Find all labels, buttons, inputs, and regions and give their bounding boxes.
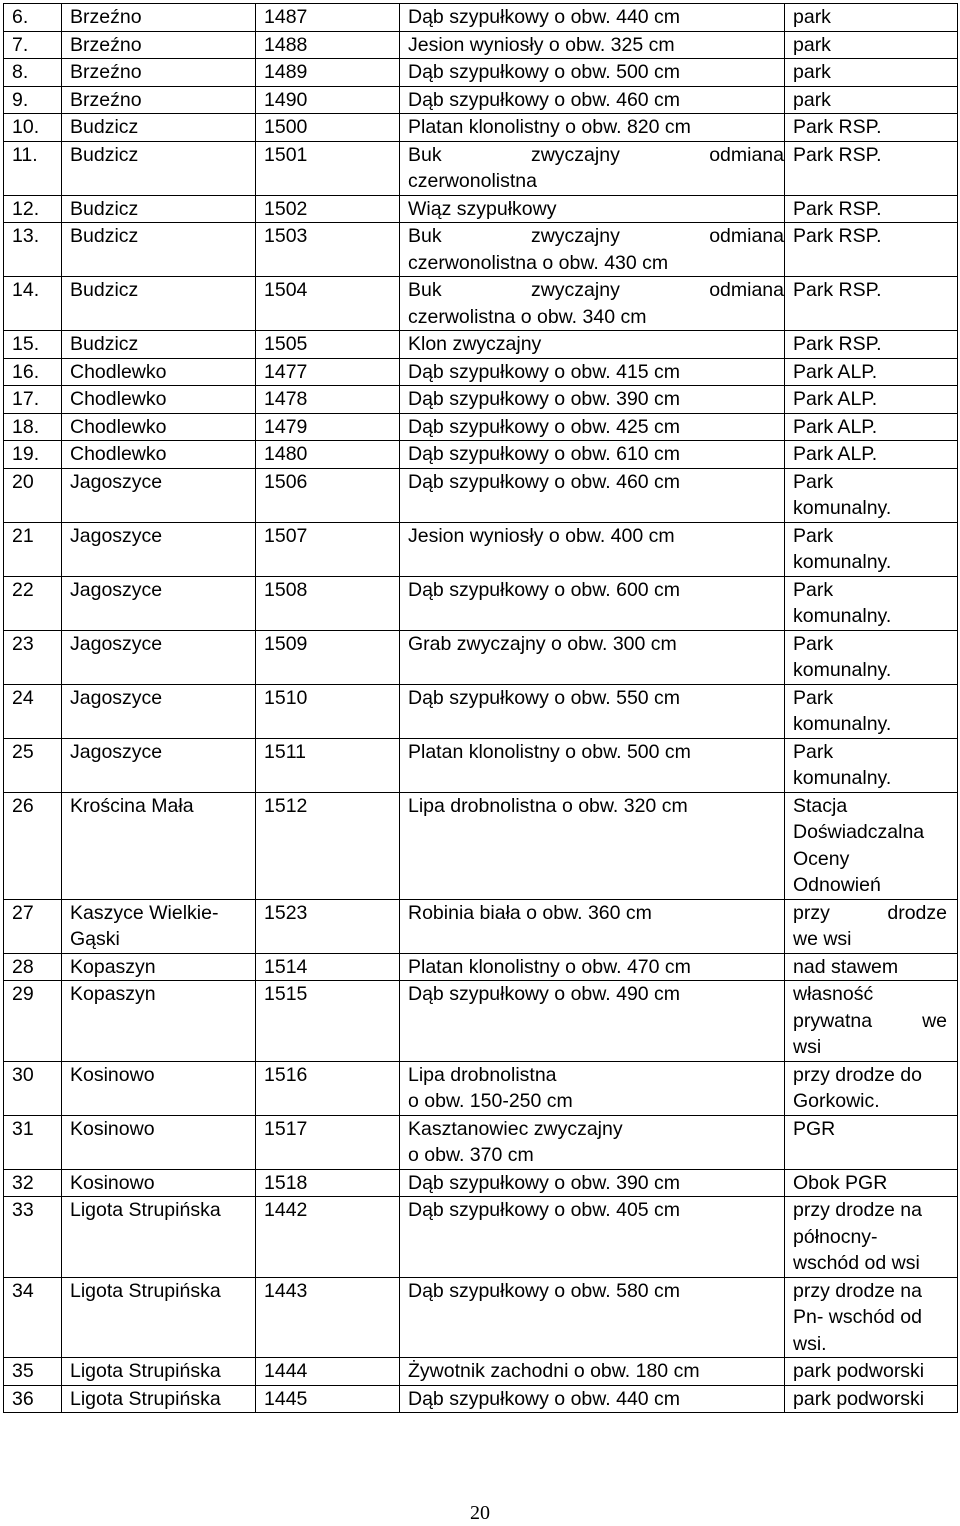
- place-cell: Budzicz: [62, 141, 256, 195]
- tree-description-line: Platan klonolistny o obw. 470 cm: [408, 955, 691, 978]
- tree-description-line: Dąb szypułkowy o obw. 610 cm: [408, 443, 681, 465]
- place-cell: Ligota Strupińska: [62, 1277, 256, 1358]
- location-cell: [785, 59, 958, 87]
- row-number: 11.: [4, 141, 62, 195]
- register-number-cell: 1516: [256, 1061, 400, 1115]
- register-number-cell: 1487: [256, 4, 400, 32]
- place-cell: Jagoszyce: [62, 738, 256, 792]
- place-cell: Brzeźno: [62, 86, 256, 114]
- location-line: PGR: [793, 1117, 836, 1140]
- location-line: Park RSP.: [793, 225, 882, 247]
- tree-description-line: Grab zwyczajny o obw. 300 cm: [408, 632, 677, 655]
- table-row: [4, 522, 958, 576]
- tree-description-cell: [400, 738, 785, 792]
- tree-description-line: Kasztanowiec zwyczajny: [408, 1117, 623, 1140]
- table-row: [4, 576, 958, 630]
- row-number: 34: [4, 1277, 62, 1358]
- tree-description-line: Dąb szypułkowy o obw. 600 cm: [408, 578, 681, 601]
- location-cell: [785, 981, 958, 1062]
- location-line: Park ALP.: [793, 360, 878, 383]
- tree-description-cell: [400, 1197, 785, 1278]
- register-number-cell: 1502: [256, 195, 400, 223]
- table-row: [4, 1061, 958, 1115]
- location-line: wschód od wsi: [793, 1252, 920, 1274]
- location-line: Doświadczalna: [793, 821, 925, 843]
- row-number: 31: [4, 1115, 62, 1169]
- row-number: 16.: [4, 358, 62, 386]
- table-row: [4, 31, 958, 59]
- register-number-cell: 1480: [256, 441, 400, 469]
- tree-description-line: czerwonolistna o obw. 430 cm: [408, 251, 669, 274]
- row-number: 19.: [4, 441, 62, 469]
- tree-description-line: Dąb szypułkowy o obw. 550 cm: [408, 686, 681, 709]
- location-cell: [785, 1115, 958, 1169]
- register-number-cell: 1443: [256, 1277, 400, 1358]
- table-row: [4, 1115, 958, 1169]
- table-row: [4, 277, 958, 331]
- location-line: park: [793, 33, 831, 56]
- location-line: Park RSP.: [793, 333, 882, 355]
- row-number: 36: [4, 1385, 62, 1413]
- location-cell: [785, 277, 958, 331]
- location-line: wsi: [793, 1036, 822, 1058]
- table-row: [4, 331, 958, 359]
- location-line: Park RSP.: [793, 197, 882, 220]
- location-cell: [785, 953, 958, 981]
- table-row: [4, 114, 958, 142]
- location-line: Park ALP.: [793, 443, 878, 465]
- tree-description-cell: [400, 522, 785, 576]
- register-number-cell: 1512: [256, 792, 400, 899]
- tree-description-line: Buk zwyczajny odmiana: [408, 279, 784, 301]
- place-cell: Kosinowo: [62, 1061, 256, 1115]
- location-line: komunalny.: [793, 605, 892, 627]
- place-cell: Jagoszyce: [62, 576, 256, 630]
- table-row: [4, 1385, 958, 1413]
- row-number: 21: [4, 522, 62, 576]
- row-number: 35: [4, 1358, 62, 1386]
- location-cell: [785, 441, 958, 469]
- place-cell: Brzeźno: [62, 31, 256, 59]
- location-line: przy drodze na: [793, 1199, 922, 1221]
- location-line: Odnowień: [793, 874, 881, 896]
- table-row: [4, 1169, 958, 1197]
- register-number-cell: 1500: [256, 114, 400, 142]
- place-cell: Ligota Strupińska: [62, 1197, 256, 1278]
- location-line: przy drodze na: [793, 1279, 922, 1302]
- place-cell: Chodlewko: [62, 386, 256, 414]
- register-number-cell: 1488: [256, 31, 400, 59]
- location-line: Park: [793, 686, 834, 709]
- tree-description-line: Dąb szypułkowy o obw. 460 cm: [408, 88, 681, 111]
- register-number-cell: 1509: [256, 630, 400, 684]
- location-cell: [785, 899, 958, 953]
- place-cell: Ligota Strupińska: [62, 1358, 256, 1386]
- location-cell: [785, 141, 958, 195]
- tree-description-cell: [400, 1169, 785, 1197]
- location-line: Park: [793, 740, 834, 763]
- row-number: 10.: [4, 114, 62, 142]
- tree-description-cell: [400, 277, 785, 331]
- location-line: park podworski: [793, 1387, 925, 1410]
- table-row: [4, 86, 958, 114]
- tree-description-line: Platan klonolistny o obw. 500 cm: [408, 740, 691, 763]
- location-line: Park RSP.: [793, 116, 882, 138]
- tree-description-line: Żywotnik zachodni o obw. 180 cm: [408, 1360, 700, 1382]
- register-number-cell: 1503: [256, 223, 400, 277]
- table-row: [4, 953, 958, 981]
- register-number-cell: 1505: [256, 331, 400, 359]
- tree-description-line: Dąb szypułkowy o obw. 580 cm: [408, 1279, 681, 1302]
- tree-description-cell: [400, 114, 785, 142]
- tree-description-cell: [400, 1358, 785, 1386]
- location-cell: [785, 1385, 958, 1413]
- tree-description-cell: [400, 31, 785, 59]
- location-line: własność: [793, 983, 874, 1005]
- row-number: 9.: [4, 86, 62, 114]
- place-cell: Jagoszyce: [62, 468, 256, 522]
- tree-description-cell: [400, 441, 785, 469]
- row-number: 30: [4, 1061, 62, 1115]
- location-line: wsi.: [793, 1332, 827, 1355]
- place-cell: Jagoszyce: [62, 522, 256, 576]
- table-row: [4, 195, 958, 223]
- register-number-cell: 1489: [256, 59, 400, 87]
- location-line: komunalny.: [793, 497, 892, 519]
- row-number: 18.: [4, 413, 62, 441]
- place-cell: Chodlewko: [62, 358, 256, 386]
- tree-description-line: czerwolistna o obw. 340 cm: [408, 305, 647, 328]
- place-cell: Kaszyce Wielkie-Gąski: [62, 899, 256, 953]
- register-number-cell: 1501: [256, 141, 400, 195]
- place-cell: Brzeźno: [62, 59, 256, 87]
- location-cell: [785, 1197, 958, 1278]
- place-cell: Budzicz: [62, 195, 256, 223]
- location-line: przy drodze: [793, 901, 947, 924]
- table-row: [4, 684, 958, 738]
- register-number-cell: 1490: [256, 86, 400, 114]
- tree-description-line: Dąb szypułkowy o obw. 415 cm: [408, 360, 681, 383]
- row-number: 22: [4, 576, 62, 630]
- row-number: 15.: [4, 331, 62, 359]
- location-cell: [785, 331, 958, 359]
- table-row: [4, 1277, 958, 1358]
- register-number-cell: 1523: [256, 899, 400, 953]
- tree-description-line: Robinia biała o obw. 360 cm: [408, 901, 652, 924]
- location-line: nad stawem: [793, 955, 899, 978]
- table-row: [4, 358, 958, 386]
- row-number: 32: [4, 1169, 62, 1197]
- tree-description-cell: [400, 358, 785, 386]
- register-number-cell: 1504: [256, 277, 400, 331]
- tree-description-line: Buk zwyczajny odmiana: [408, 225, 784, 247]
- place-cell: Kosinowo: [62, 1169, 256, 1197]
- register-number-cell: 1479: [256, 413, 400, 441]
- row-number: 13.: [4, 223, 62, 277]
- location-cell: [785, 114, 958, 142]
- register-number-cell: 1514: [256, 953, 400, 981]
- register-number-cell: 1442: [256, 1197, 400, 1278]
- location-line: Obok PGR: [793, 1171, 888, 1194]
- register-number-cell: 1515: [256, 981, 400, 1062]
- tree-description-cell: [400, 413, 785, 441]
- place-cell: Ligota Strupińska: [62, 1385, 256, 1413]
- tree-description-line: Dąb szypułkowy o obw. 440 cm: [408, 1387, 681, 1410]
- tree-description-cell: [400, 1385, 785, 1413]
- location-cell: [785, 1277, 958, 1358]
- row-number: 7.: [4, 31, 62, 59]
- location-line: przy drodze do: [793, 1063, 922, 1086]
- location-line: Park ALP.: [793, 415, 878, 438]
- row-number: 25: [4, 738, 62, 792]
- place-cell: Budzicz: [62, 114, 256, 142]
- row-number: 23: [4, 630, 62, 684]
- table-row: [4, 441, 958, 469]
- location-line: park: [793, 61, 831, 83]
- table-row: [4, 59, 958, 87]
- tree-description-cell: [400, 953, 785, 981]
- location-cell: [785, 576, 958, 630]
- table-row: [4, 981, 958, 1062]
- location-line: komunalny.: [793, 551, 892, 573]
- register-number-cell: 1477: [256, 358, 400, 386]
- location-cell: [785, 195, 958, 223]
- location-line: Park RSP.: [793, 279, 882, 301]
- table-row: [4, 738, 958, 792]
- row-number: 28: [4, 953, 62, 981]
- location-cell: [785, 738, 958, 792]
- row-number: 33: [4, 1197, 62, 1278]
- location-line: Park: [793, 470, 834, 493]
- place-cell: Kopaszyn: [62, 953, 256, 981]
- location-cell: [785, 1169, 958, 1197]
- tree-description-cell: [400, 1115, 785, 1169]
- place-cell: Brzeźno: [62, 4, 256, 32]
- table-row: [4, 792, 958, 899]
- row-number: 24: [4, 684, 62, 738]
- tree-description-cell: [400, 195, 785, 223]
- register-number-cell: 1478: [256, 386, 400, 414]
- location-cell: [785, 1358, 958, 1386]
- page-number: 20: [470, 1502, 490, 1524]
- row-number: 14.: [4, 277, 62, 331]
- table-row: [4, 223, 958, 277]
- location-cell: [785, 31, 958, 59]
- tree-description-cell: [400, 899, 785, 953]
- location-cell: [785, 386, 958, 414]
- location-cell: [785, 630, 958, 684]
- register-number-cell: 1510: [256, 684, 400, 738]
- row-number: 6.: [4, 4, 62, 32]
- location-cell: [785, 1061, 958, 1115]
- tree-description-line: Dąb szypułkowy o obw. 390 cm: [408, 1171, 681, 1194]
- tree-description-cell: [400, 981, 785, 1062]
- tree-description-cell: [400, 86, 785, 114]
- place-cell: Budzicz: [62, 223, 256, 277]
- tree-description-line: Platan klonolistny o obw. 820 cm: [408, 116, 691, 138]
- table-row: [4, 413, 958, 441]
- tree-description-cell: [400, 792, 785, 899]
- table-row: [4, 4, 958, 32]
- place-cell: Jagoszyce: [62, 684, 256, 738]
- place-cell: Budzicz: [62, 277, 256, 331]
- place-cell: Jagoszyce: [62, 630, 256, 684]
- tree-description-line: o obw. 150-250 cm: [408, 1090, 573, 1112]
- table-row: [4, 141, 958, 195]
- tree-description-line: Jesion wyniosły o obw. 400 cm: [408, 524, 675, 547]
- location-line: Stacja: [793, 794, 848, 817]
- tree-description-line: Dąb szypułkowy o obw. 500 cm: [408, 61, 681, 83]
- location-line: północny-: [793, 1225, 878, 1248]
- location-cell: [785, 413, 958, 441]
- table-row: [4, 468, 958, 522]
- location-line: Park: [793, 578, 834, 601]
- location-cell: [785, 792, 958, 899]
- tree-description-cell: [400, 1277, 785, 1358]
- location-cell: [785, 86, 958, 114]
- tree-description-cell: [400, 141, 785, 195]
- tree-description-cell: [400, 576, 785, 630]
- tree-description-cell: [400, 684, 785, 738]
- tree-description-line: Lipa drobnolistna o obw. 320 cm: [408, 794, 688, 817]
- tree-description-line: Dąb szypułkowy o obw. 390 cm: [408, 388, 681, 410]
- tree-description-line: Jesion wyniosły o obw. 325 cm: [408, 33, 675, 56]
- location-cell: [785, 468, 958, 522]
- tree-description-cell: [400, 4, 785, 32]
- location-line: Park: [793, 524, 834, 547]
- tree-description-cell: [400, 630, 785, 684]
- tree-description-cell: [400, 223, 785, 277]
- location-line: Park RSP.: [793, 143, 882, 166]
- tree-description-cell: [400, 1061, 785, 1115]
- table-body: [4, 4, 958, 1413]
- table-row: [4, 1197, 958, 1278]
- register-number-cell: 1507: [256, 522, 400, 576]
- row-number: 29: [4, 981, 62, 1062]
- tree-description-line: Dąb szypułkowy o obw. 440 cm: [408, 6, 681, 28]
- location-cell: [785, 522, 958, 576]
- table-row: [4, 386, 958, 414]
- location-line: park: [793, 6, 831, 28]
- tree-description-line: Dąb szypułkowy o obw. 490 cm: [408, 983, 681, 1005]
- register-number-cell: 1506: [256, 468, 400, 522]
- place-cell: Kosinowo: [62, 1115, 256, 1169]
- location-cell: [785, 358, 958, 386]
- place-cell: Kopaszyn: [62, 981, 256, 1062]
- tree-description-line: Dąb szypułkowy o obw. 460 cm: [408, 470, 681, 493]
- tree-description-cell: [400, 331, 785, 359]
- location-line: komunalny.: [793, 659, 892, 681]
- location-line: Oceny: [793, 847, 850, 870]
- tree-description-line: czerwonolistna: [408, 170, 537, 192]
- tree-description-line: Lipa drobnolistna: [408, 1063, 557, 1086]
- place-cell: Chodlewko: [62, 413, 256, 441]
- place-cell: Krościna Mała: [62, 792, 256, 899]
- tree-description-cell: [400, 468, 785, 522]
- location-line: park podworski: [793, 1360, 925, 1382]
- tree-description-line: Klon zwyczajny: [408, 333, 542, 355]
- tree-description-line: Dąb szypułkowy o obw. 405 cm: [408, 1199, 681, 1221]
- tree-description-line: Wiąz szypułkowy: [408, 197, 557, 220]
- row-number: 17.: [4, 386, 62, 414]
- table-row: [4, 899, 958, 953]
- location-line: prywatna we: [793, 1009, 947, 1032]
- row-number: 26: [4, 792, 62, 899]
- register-number-cell: 1445: [256, 1385, 400, 1413]
- location-line: Park ALP.: [793, 388, 878, 410]
- location-line: komunalny.: [793, 713, 892, 735]
- location-line: park: [793, 88, 831, 111]
- table-row: [4, 1358, 958, 1386]
- register-number-cell: 1508: [256, 576, 400, 630]
- tree-description-cell: [400, 59, 785, 87]
- location-line: Pn- wschód od: [793, 1306, 922, 1328]
- tree-description-line: Dąb szypułkowy o obw. 425 cm: [408, 415, 681, 438]
- place-cell: Chodlewko: [62, 441, 256, 469]
- location-line: komunalny.: [793, 767, 892, 789]
- tree-description-line: Buk zwyczajny odmiana: [408, 143, 784, 166]
- place-cell: Budzicz: [62, 331, 256, 359]
- location-cell: [785, 684, 958, 738]
- register-number-cell: 1517: [256, 1115, 400, 1169]
- location-line: Park: [793, 632, 834, 655]
- row-number: 27: [4, 899, 62, 953]
- location-cell: [785, 223, 958, 277]
- monuments-table: [3, 3, 958, 1413]
- row-number: 8.: [4, 59, 62, 87]
- location-cell: [785, 4, 958, 32]
- register-number-cell: 1518: [256, 1169, 400, 1197]
- table-row: [4, 630, 958, 684]
- row-number: 12.: [4, 195, 62, 223]
- tree-description-line: o obw. 370 cm: [408, 1144, 534, 1166]
- register-number-cell: 1511: [256, 738, 400, 792]
- location-line: we wsi: [793, 928, 852, 950]
- register-number-cell: 1444: [256, 1358, 400, 1386]
- tree-description-cell: [400, 386, 785, 414]
- location-line: Gorkowic.: [793, 1090, 880, 1112]
- row-number: 20: [4, 468, 62, 522]
